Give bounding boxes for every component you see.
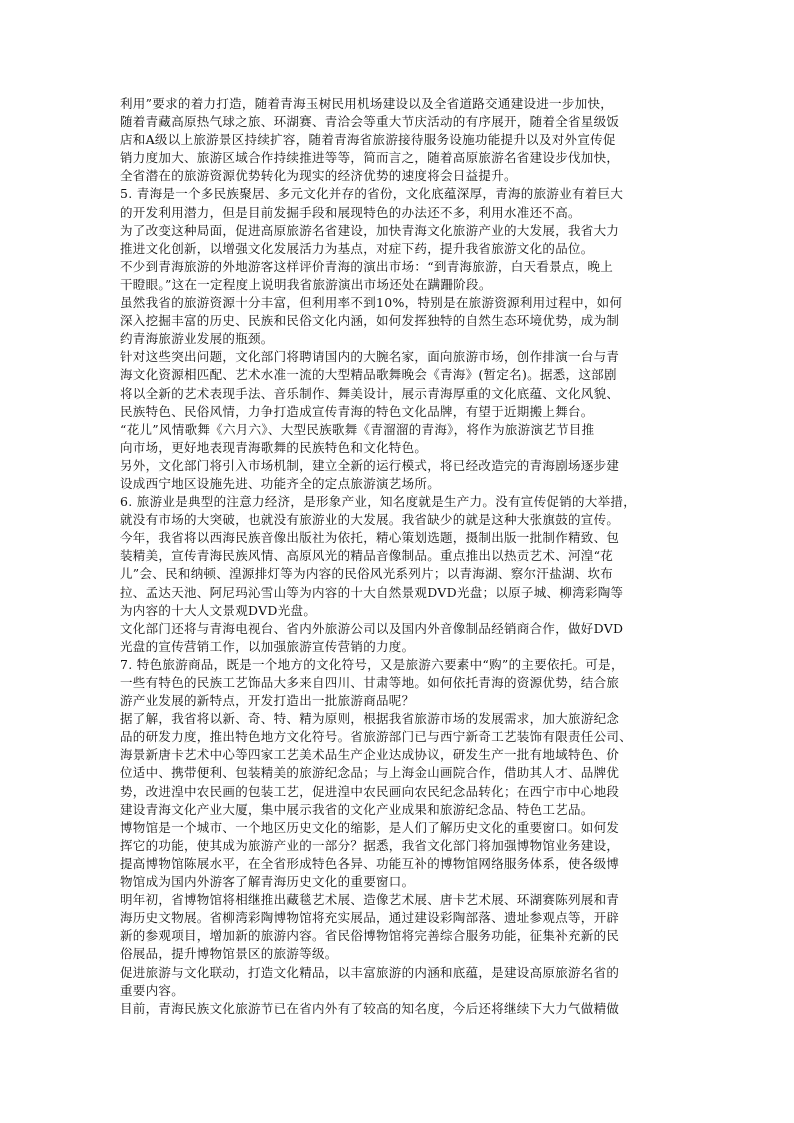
text-line: 将以全新的艺术表现手法、音乐制作、舞美设计，展示青海厚重的文化底蕴、文化风貌、 <box>120 385 620 401</box>
text-line: 向市场，更好地表现青海歌舞的民族特色和文化特色。 <box>120 439 428 455</box>
text-line: 文化部门还将与青海电视台、省内外旅游公司以及国内外音像制品经销商合作，做好DVD <box>120 620 624 636</box>
document-body <box>120 95 680 1018</box>
text-line: 促进旅游与文化联动，打造文化精品，以丰富旅游的内涵和底蕴，是建设高原旅游名省的 <box>120 964 620 980</box>
text-line: 拉、孟达天池、阿尼玛沁雪山等为内容的十大自然景观DVD光盘；以原子城、柳湾彩陶等 <box>120 584 624 600</box>
text-line: 目前，青海民族文化旅游节已在省内外有了较高的知名度，今后还将继续下大力气做精做 <box>120 1000 620 1016</box>
text-line: 不少到青海旅游的外地游客这样评价青海的演出市场：“到青海旅游，白天看景点，晚上 <box>120 258 614 274</box>
text-line: 5. 青海是一个多民族聚居、多元文化并存的省份，文化底蕴深厚，青海的旅游业有着巨大 <box>120 186 624 202</box>
text-line: 推进文化创新，以增强文化发展活力为基点，对症下药，提升我省旅游文化的品位。 <box>120 240 594 256</box>
text-line: 虽然我省的旅游资源十分丰富，但利用率不到10%，特别是在旅游资源利用过程中，如何 <box>120 295 623 311</box>
text-line: 海历史文物展。省柳湾彩陶博物馆将充实展品，通过建设彩陶部落、遗址参观点等，开辟 <box>120 910 620 926</box>
text-line: 一些有特色的民族工艺饰品大多来自四川、甘肃等地。如何依托青海的资源优势，结合旅 <box>120 675 620 690</box>
text-line: 装精美，宣传青海民族风情、高原风光的精品音像制品。重点推出以热贡艺术、河湟“花 <box>120 548 614 564</box>
text-line: 深入挖掘丰富的历史、民族和民俗文化内涵，如何发挥独特的自然生态环境优势，成为制 <box>120 313 620 329</box>
text-line: 6. 旅游业是典型的注意力经济，是形象产业，知名度就是生产力。没有宣传促销的大举措， <box>120 494 637 510</box>
text-line: 新的参观项目，增加新的旅游内容。省民俗博物馆将完善综合服务功能，征集补充新的民 <box>120 928 620 944</box>
text-line: 海文化资源相匹配、艺术水准一流的大型精品歌舞晚会《青海》(暂定名)。据悉，这部剧 <box>120 367 617 383</box>
text-line: 俗展品，提升博物馆景区的旅游等级。 <box>120 946 338 962</box>
text-line: 随着青藏高原热气球之旅、环湖赛、青洽会等重大节庆活动的有序展开，随着全省星级饭 <box>120 114 620 130</box>
text-line: 为内容的十大人文景观DVD光盘。 <box>120 602 317 618</box>
text-line: 的开发利用潜力，但是目前发掘手段和展现特色的办法还不多，利用水准还不高。 <box>120 204 581 220</box>
text-line: 势，改进湟中农民画的包装工艺，促进湟中农民画向农民纪念品转化；在西宁市中心地段 <box>120 783 620 799</box>
text-line: 物馆成为国内外游客了解青海历史文化的重要窗口。 <box>120 874 415 890</box>
text-line: 另外，文化部门将引入市场机制，建立全新的运行模式，将已经改造完的青海剧场逐步建 <box>120 457 620 473</box>
text-line: 民族特色、民俗风情，力争打造成宣传青海的特色文化品牌，有望于近期搬上舞台。 <box>120 403 594 419</box>
text-line: 品的研发力度，推出特色地方文化符号。省旅游部门已与西宁新奇工艺装饰有限责任公司、 <box>120 729 633 745</box>
text-line: 建设青海文化产业大厦，集中展示我省的文化产业成果和旅游纪念品、特色工艺品。 <box>120 801 594 817</box>
text-line: 重要内容。 <box>120 982 185 998</box>
text-line: 博物馆是一个城市、一个地区历史文化的缩影，是人们了解历史文化的重要窗口。如何发 <box>120 819 620 835</box>
text-line: 7. 特色旅游商品，既是一个地方的文化符号，又是旅游六要素中“购”的主要依托。可是， <box>120 656 624 672</box>
text-line: 提高博物馆陈展水平，在全省形成特色各异、功能互补的博物馆网络服务体系，使各级博 <box>120 855 620 871</box>
text-line: 就没有市场的大突破，也就没有旅游业的大发展。我省缺少的就是这种大张旗鼓的宣传。 <box>120 512 620 528</box>
text-line: 销力度加大、旅游区域合作持续推进等等，简而言之，随着高原旅游名省建设步伐加快， <box>120 150 620 166</box>
text-line: 今年，我省将以西海民族音像出版社为依托，精心策划选题，摄制出版一批制作精致、包 <box>120 530 620 546</box>
text-line: “花儿”风情歌舞《六月六》、大型民族歌舞《青溜溜的青海》，将作为旅游演艺节目推 <box>120 421 595 437</box>
text-line: 利用”要求的着力打造，随着青海玉树民用机场建设以及全省道路交通建设进一步加快， <box>120 96 614 111</box>
text-line: 针对这些突出问题，文化部门将聘请国内的大腕名家，面向旅游市场，创作排演一台与青 <box>120 349 620 365</box>
text-line: 儿”会、民和纳顿、湟源排灯等为内容的民俗风光系列片；以青海湖、察尔汗盐湖、坎布 <box>120 566 614 582</box>
text-line: 约青海旅游业发展的瓶颈。 <box>120 331 274 347</box>
text-line: 光盘的宣传营销工作，以加强旅游宣传营销的力度。 <box>120 638 415 654</box>
text-line: 游产业发展的新特点，开发打造出一批旅游商品呢？ <box>120 693 415 709</box>
text-line: 为了改变这种局面，促进高原旅游名省建设，加快青海文化旅游产业的大发展，我省大力 <box>120 222 620 238</box>
text-line: 挥它的功能，使其成为旅游产业的一部分？据悉，我省文化部门将加强博物馆业务建设， <box>120 837 620 853</box>
text-line: 据了解，我省将以新、奇、特、精为原则，根据我省旅游市场的发展需求，加大旅游纪念 <box>120 711 620 727</box>
text-line: 店和A级以上旅游景区持续扩容，随着青海省旅游接待服务设施功能提升以及对外宣传促 <box>120 132 616 148</box>
text-line: 海景新唐卡艺术中心等四家工艺美术品生产企业达成协议，研发生产一批有地域特色、价 <box>120 747 620 763</box>
text-line: 全省潜在的旅游资源优势转化为现实的经济优势的速度将会日益提升。 <box>120 168 517 184</box>
text-line: 设成西宁地区设施先进、功能齐全的定点旅游演艺场所。 <box>120 475 441 491</box>
text-line: 明年初，省博物馆将相继推出藏毯艺术展、造像艺术展、唐卡艺术展、环湖赛陈列展和青 <box>120 892 620 908</box>
text-line: 干瞪眼。”这在一定程度上说明我省旅游演出市场还处在蹒跚阶段。 <box>120 276 492 292</box>
text-line: 位适中、携带便利、包装精美的旅游纪念品；与上海金山画院合作，借助其人才、品牌优 <box>120 765 620 781</box>
